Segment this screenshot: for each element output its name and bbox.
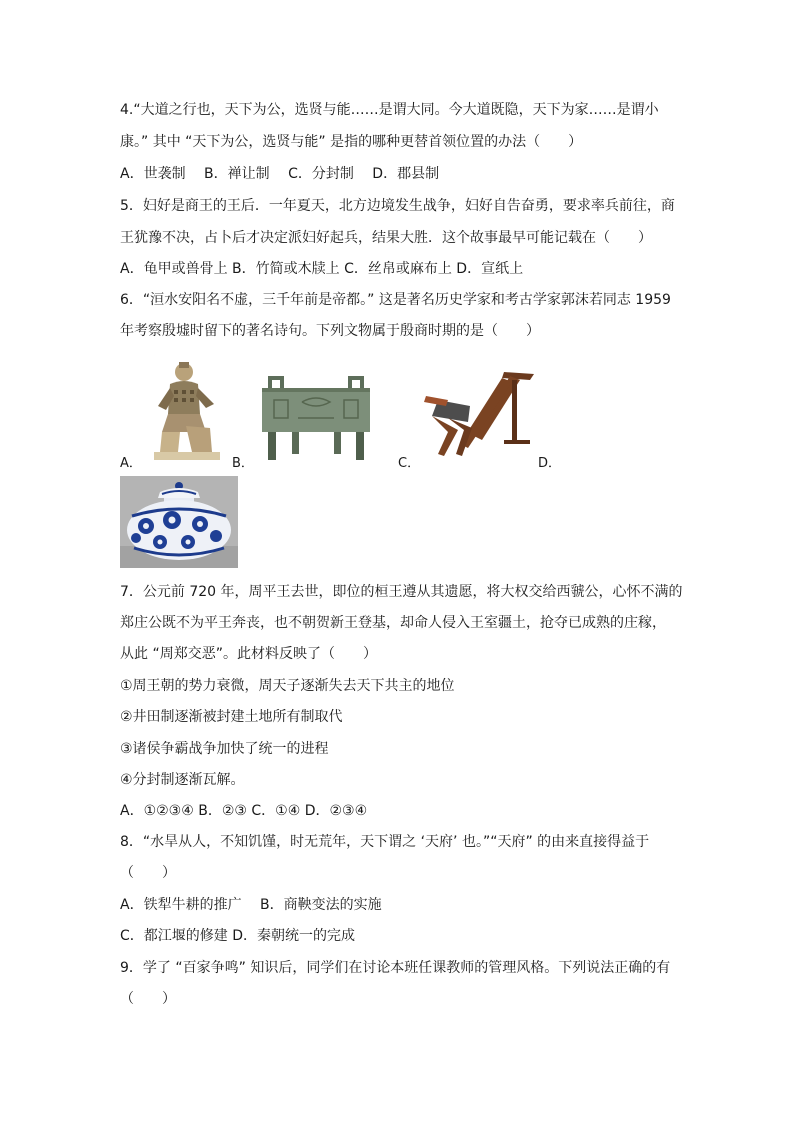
q7-stem-line2: 郑庄公既不为平王奔丧，也不朝贺新王登基，却命人侵入王室疆土，抢夺已成熟的庄稼， <box>120 615 666 631</box>
q7-item-3: ③诸侯争霸战争加快了统一的进程 <box>120 741 329 757</box>
q5-stem-line2: 王犹豫不决，占卜后才决定派妇好起兵，结果大胜．这个故事最早可能记载在（ ） <box>120 230 652 246</box>
q7-stem-line3: 从此 “周郑交恶”。此材料反映了（ ） <box>120 646 377 662</box>
q6-stem-line1: 6．“洹水安阳名不虚，三千年前是帝都。” 这是著名历史学家和考古学家郭沫若同志 1959 <box>120 292 671 308</box>
q7-item-2: ②井田制逐渐被封建土地所有制取代 <box>120 709 343 725</box>
q8-stem-line2: （ ） <box>120 865 176 881</box>
q5-stem-line1: 5．妇好是商王的王后．一年夏天，北方边境发生战争，妇好自告奋勇，要求率兵前往，商 <box>120 198 675 214</box>
bronze-ding-image <box>254 372 378 462</box>
q6-option-d-label: D． <box>538 456 562 471</box>
q9-stem-line2: （ ） <box>120 991 176 1007</box>
q4-stem-line1: 4.“大道之行也，天下为公，选贤与能……是谓大同。今大道既隐，天下为家……是谓小 <box>120 102 659 118</box>
q7-item-4: ④分封制逐渐瓦解。 <box>120 772 245 788</box>
q6-option-a-label: A． <box>120 456 142 471</box>
q7-item-1: ①周王朝的势力衰微，周天子逐渐失去天下共主的地位 <box>120 678 455 694</box>
q6-option-b-label: B． <box>232 456 254 471</box>
q8-options-row1: A．铁犁牛耕的推广 B．商鞅变法的实施 <box>120 897 382 913</box>
wooden-plough-image <box>418 366 538 462</box>
q4-stem-line2: 康。” 其中 “天下为公，选贤与能” 是指的哪种更替首领位置的办法（ ） <box>120 134 583 150</box>
terracotta-warrior-image <box>140 356 232 464</box>
q8-options-row2: C．都江堰的修建 D．秦朝统一的完成 <box>120 928 356 944</box>
q5-options: A．龟甲或兽骨上 B．竹简或木牍上 C．丝帛或麻布上 D．宣纸上 <box>120 261 524 277</box>
q6-stem-line2: 年考察殷墟时留下的著名诗句。下列文物属于殷商时期的是（ ） <box>120 323 540 339</box>
q8-stem-line1: 8．“水旱从人，不知饥馑，时无荒年，天下谓之 ‘天府’ 也。”“天府” 的由来直接得益于 <box>120 834 650 850</box>
q9-stem-line1: 9．学了 “百家争鸣” 知识后，同学们在讨论本班任课教师的管理风格。下列说法正确的有 <box>120 960 671 976</box>
q7-options: A．①②③④ B．②③ C．①④ D．②③④ <box>120 803 368 819</box>
q6-option-c-label: C． <box>398 456 421 471</box>
blue-white-porcelain-jar-image <box>120 476 238 568</box>
q4-options: A．世袭制 B．禅让制 C．分封制 D．郡县制 <box>120 166 440 182</box>
q7-stem-line1: 7．公元前 720 年，周平王去世，即位的桓王遵从其遗愿，将大权交给西虢公，心怀不满的 <box>120 584 683 600</box>
